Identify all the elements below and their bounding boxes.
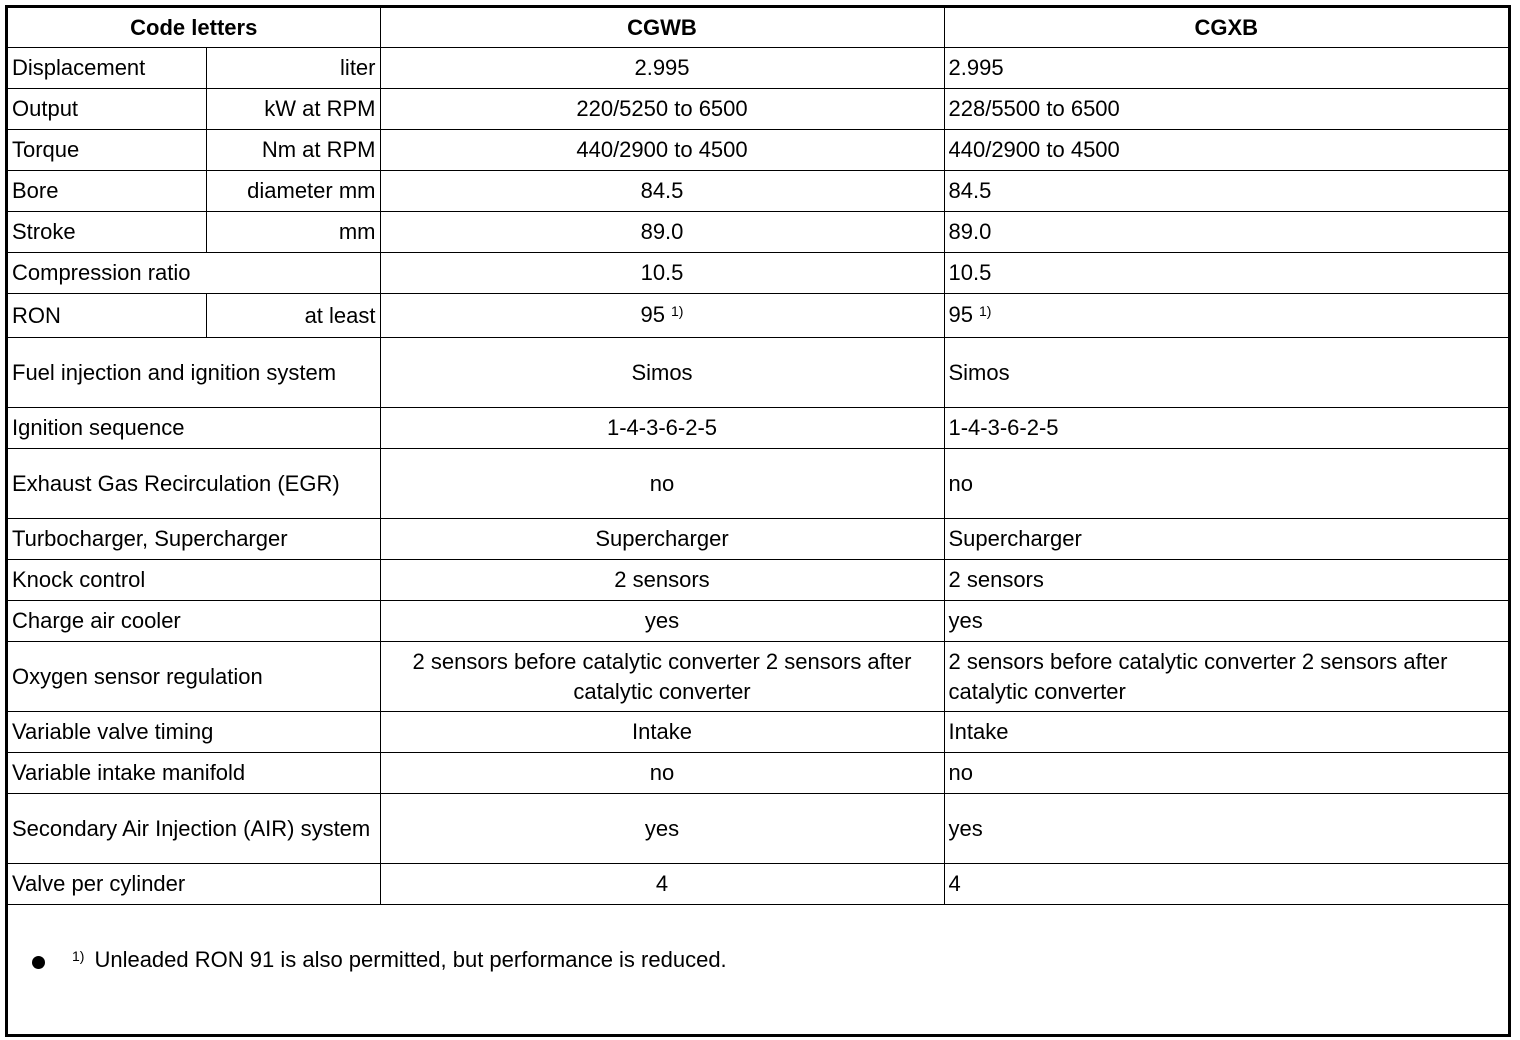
- row-label: Variable valve timing: [8, 712, 380, 753]
- table-row: [8, 48, 1508, 89]
- table-row: [8, 89, 1508, 130]
- cgxb-value: Supercharger: [944, 519, 1508, 560]
- footnote-section: [8, 937, 1508, 1034]
- table-row: [8, 449, 1508, 519]
- row-label: Variable intake manifold: [8, 753, 380, 794]
- cgwb-value: 220/5250 to 6500: [380, 89, 944, 130]
- table-header-row: [8, 8, 1508, 48]
- cgxb-ron-value: 95: [948, 301, 973, 327]
- table-row: [8, 338, 1508, 408]
- cgxb-value: 4: [944, 864, 1508, 905]
- cgxb-value: 2.995: [944, 48, 1508, 89]
- row-label: Displacement: [8, 48, 206, 89]
- header-code-letters: Code letters: [8, 8, 380, 48]
- cgxb-value: 2 sensors: [944, 560, 1508, 601]
- cgxb-value: no: [944, 753, 1508, 794]
- cgwb-value: 10.5: [380, 253, 944, 294]
- table-row: [8, 560, 1508, 601]
- table-row: [8, 212, 1508, 253]
- table-row: [8, 794, 1508, 864]
- row-label: Valve per cylinder: [8, 864, 380, 905]
- cgxb-value: yes: [944, 601, 1508, 642]
- footnote-ref: 1): [671, 302, 684, 319]
- row-label: Exhaust Gas Recirculation (EGR): [8, 449, 380, 519]
- cgwb-value: [380, 294, 944, 338]
- row-unit: liter: [206, 48, 380, 89]
- spec-table-frame: [5, 5, 1511, 1037]
- header-cgxb: CGXB: [944, 8, 1508, 48]
- cgwb-value: 2 sensors: [380, 560, 944, 601]
- row-label: Output: [8, 89, 206, 130]
- engine-spec-table: [8, 8, 1508, 905]
- cgwb-value: Simos: [380, 338, 944, 408]
- cgxb-value: 10.5: [944, 253, 1508, 294]
- table-row: [8, 642, 1508, 712]
- cgxb-value: 1-4-3-6-2-5: [944, 408, 1508, 449]
- footnote-marker: 1): [72, 948, 85, 964]
- cgwb-value: 440/2900 to 4500: [380, 130, 944, 171]
- row-label: Turbocharger, Supercharger: [8, 519, 380, 560]
- row-unit: mm: [206, 212, 380, 253]
- cgwb-value: 2 sensors before catalytic converter 2 sensors after catalytic converter: [380, 642, 944, 712]
- table-row: [8, 864, 1508, 905]
- header-cgwb: CGWB: [380, 8, 944, 48]
- cgwb-value: 89.0: [380, 212, 944, 253]
- row-label: Torque: [8, 130, 206, 171]
- cgwb-value: no: [380, 753, 944, 794]
- row-unit: at least: [206, 294, 380, 338]
- cgxb-value: 2 sensors before catalytic converter 2 sensors after catalytic converter: [944, 642, 1508, 712]
- bullet-icon: [32, 956, 45, 969]
- row-label: Charge air cooler: [8, 601, 380, 642]
- row-label: Secondary Air Injection (AIR) system: [8, 794, 380, 864]
- row-label: Ignition sequence: [8, 408, 380, 449]
- cgwb-value: Intake: [380, 712, 944, 753]
- footnote-text: [72, 945, 727, 977]
- cgxb-value: yes: [944, 794, 1508, 864]
- table-row: [8, 408, 1508, 449]
- table-row: [8, 130, 1508, 171]
- table-row: [8, 519, 1508, 560]
- table-row: [8, 171, 1508, 212]
- row-label: Compression ratio: [8, 253, 380, 294]
- cgxb-value: no: [944, 449, 1508, 519]
- row-unit: diameter mm: [206, 171, 380, 212]
- cgxb-value: 440/2900 to 4500: [944, 130, 1508, 171]
- row-label: Fuel injection and ignition system: [8, 338, 380, 408]
- row-label: RON: [8, 294, 206, 338]
- cgxb-value: Intake: [944, 712, 1508, 753]
- cgwb-value: 2.995: [380, 48, 944, 89]
- cgxb-value: 228/5500 to 6500: [944, 89, 1508, 130]
- table-row: [8, 601, 1508, 642]
- cgxb-value: [944, 294, 1508, 338]
- cgxb-value: 84.5: [944, 171, 1508, 212]
- table-row: [8, 253, 1508, 294]
- row-label: Knock control: [8, 560, 380, 601]
- cgwb-value: yes: [380, 794, 944, 864]
- cgwb-value: no: [380, 449, 944, 519]
- footnote-body: Unleaded RON 91 is also permitted, but performance is reduced.: [94, 947, 727, 972]
- row-label: Bore: [8, 171, 206, 212]
- cgwb-ron-value: 95: [640, 301, 666, 327]
- table-row: [8, 753, 1508, 794]
- cgwb-value: Supercharger: [380, 519, 944, 560]
- row-unit: kW at RPM: [206, 89, 380, 130]
- cgwb-value: 1-4-3-6-2-5: [380, 408, 944, 449]
- cgwb-value: 4: [380, 864, 944, 905]
- row-label: Stroke: [8, 212, 206, 253]
- cgxb-value: 89.0: [944, 212, 1508, 253]
- row-label: Oxygen sensor regulation: [8, 642, 380, 712]
- table-row: [8, 294, 1508, 338]
- table-row: [8, 712, 1508, 753]
- row-unit: Nm at RPM: [206, 130, 380, 171]
- cgwb-value: 84.5: [380, 171, 944, 212]
- cgwb-value: yes: [380, 601, 944, 642]
- cgxb-value: Simos: [944, 338, 1508, 408]
- footnote-ref: 1): [978, 302, 992, 319]
